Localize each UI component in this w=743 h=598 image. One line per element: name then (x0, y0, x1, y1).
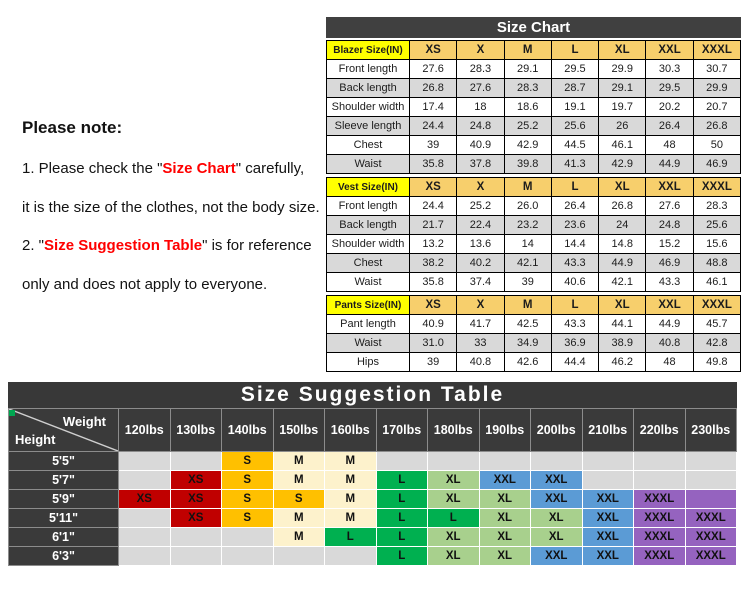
size-header-row (327, 178, 741, 197)
height-row (9, 490, 737, 509)
height-label: 5'9" (9, 490, 119, 509)
measurement-value: 25.6 (693, 216, 740, 235)
size-column-header: X (457, 296, 504, 315)
size-suggestion-cell: S (222, 509, 274, 528)
measurement-value: 33 (457, 334, 504, 353)
suggestion-table-reference: Size Suggestion Table (44, 237, 203, 255)
size-suggestion-cell: M (325, 471, 377, 490)
empty-cell (222, 528, 274, 547)
measurement-value: 21.7 (410, 216, 457, 235)
measurement-row (327, 60, 741, 79)
size-suggestion-cell: L (376, 471, 428, 490)
measurement-value: 27.6 (457, 79, 504, 98)
measurement-value: 18.6 (504, 98, 551, 117)
empty-cell (119, 452, 171, 471)
measurement-value: 37.4 (457, 273, 504, 292)
note-title: Please note: (22, 118, 123, 137)
measurement-value: 39 (410, 136, 457, 155)
size-suggestion-cell: XL (479, 509, 531, 528)
measurement-value: 24.4 (410, 117, 457, 136)
size-suggestion (8, 382, 737, 566)
measurement-value: 42.1 (599, 273, 646, 292)
size-column-header: XS (410, 178, 457, 197)
height-row (9, 452, 737, 471)
measurement-value: 48 (646, 136, 693, 155)
size-suggestion-cell: L (376, 509, 428, 528)
measurement-value: 15.6 (693, 235, 740, 254)
note-line-1-post: " carefully, (235, 160, 305, 177)
height-label: 6'1" (9, 528, 119, 547)
size-suggestion-cell: L (376, 490, 428, 509)
empty-cell (170, 547, 222, 566)
note-line-4: only and does not apply to everyone. (22, 275, 268, 293)
size-suggestion-cell: XL (479, 547, 531, 566)
size-suggestion-cell: XXXL (634, 509, 686, 528)
size-suggestion-cell: XXL (531, 471, 583, 490)
note-line-1-pre: 1. Please check the " (22, 160, 163, 177)
weight-column-header: 160lbs (325, 409, 377, 452)
empty-cell (170, 452, 222, 471)
measurement-value: 13.2 (410, 235, 457, 254)
measurement-value: 14.8 (599, 235, 646, 254)
measurement-label: Waist (327, 273, 410, 292)
empty-cell (634, 452, 686, 471)
size-suggestion-cell: XXXL (634, 528, 686, 547)
size-suggestion-cell: XXXL (634, 547, 686, 566)
empty-cell (325, 547, 377, 566)
size-column-header: XS (410, 41, 457, 60)
size-header-row (327, 41, 741, 60)
measurement-value: 41.3 (551, 155, 598, 174)
size-suggestion-cell: XL (428, 547, 480, 566)
weight-column-header: 230lbs (685, 409, 737, 452)
size-suggestion-cell: XXL (582, 509, 634, 528)
empty-cell (376, 452, 428, 471)
measurement-value: 23.2 (504, 216, 551, 235)
size-suggestion-cell: XL (428, 471, 480, 490)
measurement-label: Front length (327, 197, 410, 216)
note-line-1 (22, 150, 327, 189)
measurement-value: 22.4 (457, 216, 504, 235)
measurement-label: Waist (327, 155, 410, 174)
measurement-value: 27.6 (646, 197, 693, 216)
measurement-value: 19.1 (551, 98, 598, 117)
size-suggestion-cell: M (325, 490, 377, 509)
size-suggestion-cell: M (273, 528, 325, 547)
measurement-value: 40.9 (410, 315, 457, 334)
size-suggestion-cell: XXL (582, 490, 634, 509)
measurement-value: 34.9 (504, 334, 551, 353)
measurement-value: 42.1 (504, 254, 551, 273)
measurement-value: 40.2 (457, 254, 504, 273)
measurement-value: 43.3 (646, 273, 693, 292)
measurement-value: 39.8 (504, 155, 551, 174)
garment-label: Vest Size(IN) (327, 178, 410, 197)
measurement-value: 44.9 (599, 254, 646, 273)
size-column-header: XXL (646, 41, 693, 60)
measurement-label: Back length (327, 79, 410, 98)
size-suggestion-cell: XXXL (685, 509, 737, 528)
measurement-value: 26.4 (646, 117, 693, 136)
corner-marker-icon (9, 410, 15, 416)
height-row (9, 547, 737, 566)
size-suggestion-cell: XS (170, 490, 222, 509)
weight-column-header: 170lbs (376, 409, 428, 452)
size-suggestion-cell: XXL (531, 547, 583, 566)
size-header-row (327, 296, 741, 315)
size-suggestion-cell: S (222, 452, 274, 471)
size-column-header: XL (599, 41, 646, 60)
size-suggestion-cell: XL (428, 490, 480, 509)
size-suggestion-cell: M (273, 509, 325, 528)
weight-column-header: 140lbs (222, 409, 274, 452)
measurement-value: 26 (599, 117, 646, 136)
weight-column-header: 150lbs (273, 409, 325, 452)
measurement-value: 28.3 (693, 197, 740, 216)
measurement-label: Chest (327, 254, 410, 273)
size-column-header: XXL (646, 296, 693, 315)
size-chart-section-table (326, 40, 741, 174)
measurement-value: 24 (599, 216, 646, 235)
measurement-value: 42.6 (504, 353, 551, 372)
note-line-3 (22, 227, 327, 266)
measurement-value: 40.8 (646, 334, 693, 353)
empty-cell (582, 471, 634, 490)
measurement-value: 40.9 (457, 136, 504, 155)
size-suggestion-cell: M (273, 452, 325, 471)
measurement-value: 49.8 (693, 353, 740, 372)
measurement-value: 40.8 (457, 353, 504, 372)
measurement-value: 17.4 (410, 98, 457, 117)
measurement-row (327, 235, 741, 254)
measurement-value: 26.4 (551, 197, 598, 216)
size-suggestion-cell: XL (479, 490, 531, 509)
size-suggestion-cell: XS (119, 490, 171, 509)
height-row (9, 471, 737, 490)
measurement-value: 39 (504, 273, 551, 292)
size-chart-section-table (326, 295, 741, 372)
size-suggestion-cell: S (222, 471, 274, 490)
measurement-row (327, 98, 741, 117)
measurement-value: 42.8 (693, 334, 740, 353)
size-column-header: L (551, 296, 598, 315)
measurement-value: 36.9 (551, 334, 598, 353)
size-column-header: XXXL (693, 178, 740, 197)
size-suggestion-cell: XXL (582, 528, 634, 547)
suggestion-header-row (9, 409, 737, 452)
empty-cell (119, 528, 171, 547)
measurement-label: Back length (327, 216, 410, 235)
measurement-value: 35.8 (410, 273, 457, 292)
empty-cell (119, 509, 171, 528)
measurement-value: 18 (457, 98, 504, 117)
note-line-3-post: " is for reference (202, 237, 312, 255)
measurement-row (327, 216, 741, 235)
measurement-row (327, 136, 741, 155)
size-column-header: X (457, 178, 504, 197)
empty-cell (582, 452, 634, 471)
measurement-value: 15.2 (646, 235, 693, 254)
empty-cell (119, 471, 171, 490)
measurement-value: 25.2 (504, 117, 551, 136)
empty-cell (531, 452, 583, 471)
size-suggestion-cell: XL (428, 528, 480, 547)
empty-cell (170, 528, 222, 547)
measurement-value: 28.3 (504, 79, 551, 98)
measurement-value: 29.9 (599, 60, 646, 79)
size-chart-sections (326, 40, 741, 372)
measurement-value: 26.0 (504, 197, 551, 216)
height-label: 5'11" (9, 509, 119, 528)
size-suggestion-cell: XXL (479, 471, 531, 490)
measurement-value: 42.5 (504, 315, 551, 334)
measurement-value: 29.9 (693, 79, 740, 98)
measurement-value: 28.3 (457, 60, 504, 79)
weight-column-header: 130lbs (170, 409, 222, 452)
measurement-value: 26.8 (599, 197, 646, 216)
empty-cell (119, 547, 171, 566)
measurement-value: 46.1 (693, 273, 740, 292)
empty-cell (428, 452, 480, 471)
weight-column-header: 180lbs (428, 409, 480, 452)
size-chart-title: Size Chart (326, 17, 741, 38)
measurement-value: 14 (504, 235, 551, 254)
measurement-value: 26.8 (693, 117, 740, 136)
size-suggestion-cell: L (376, 528, 428, 547)
note-line-2: it is the size of the clothes, not the body size. (22, 198, 320, 216)
measurement-value: 37.8 (457, 155, 504, 174)
empty-cell (479, 452, 531, 471)
size-column-header: L (551, 178, 598, 197)
empty-cell (685, 471, 737, 490)
measurement-value: 24.4 (410, 197, 457, 216)
measurement-value: 30.7 (693, 60, 740, 79)
measurement-value: 19.7 (599, 98, 646, 117)
measurement-value: 24.8 (646, 216, 693, 235)
measurement-row (327, 197, 741, 216)
size-column-header: M (504, 178, 551, 197)
size-suggestion-cell: L (325, 528, 377, 547)
measurement-row (327, 315, 741, 334)
size-chart-section-table (326, 177, 741, 292)
weight-column-header: 190lbs (479, 409, 531, 452)
measurement-value: 29.1 (504, 60, 551, 79)
size-suggestion-cell: L (376, 547, 428, 566)
size-suggestion-cell: XL (531, 528, 583, 547)
measurement-row (327, 155, 741, 174)
size-suggestion-cell: XXL (531, 490, 583, 509)
measurement-value: 42.9 (504, 136, 551, 155)
size-suggestion-cell: XXXL (685, 528, 737, 547)
size-column-header: XL (599, 178, 646, 197)
measurement-value: 48 (646, 353, 693, 372)
measurement-value: 30.3 (646, 60, 693, 79)
measurement-value: 28.7 (551, 79, 598, 98)
weight-column-header: 120lbs (119, 409, 171, 452)
measurement-value: 20.2 (646, 98, 693, 117)
weight-height-corner-cell (9, 409, 119, 452)
weight-column-header: 210lbs (582, 409, 634, 452)
size-column-header: XXXL (693, 296, 740, 315)
measurement-row (327, 79, 741, 98)
measurement-row (327, 273, 741, 292)
measurement-value: 13.6 (457, 235, 504, 254)
measurement-value: 35.8 (410, 155, 457, 174)
note-block (22, 118, 327, 304)
size-chart (326, 17, 741, 372)
size-suggestion-cell: XXXL (685, 547, 737, 566)
size-column-header: X (457, 41, 504, 60)
size-column-header: L (551, 41, 598, 60)
measurement-row (327, 334, 741, 353)
measurement-value: 29.5 (646, 79, 693, 98)
size-suggestion-cell: XXL (582, 547, 634, 566)
height-row (9, 509, 737, 528)
measurement-value: 27.6 (410, 60, 457, 79)
height-label: 6'3" (9, 547, 119, 566)
height-label: 5'7" (9, 471, 119, 490)
empty-cell (685, 490, 737, 509)
empty-cell (634, 471, 686, 490)
measurement-row (327, 117, 741, 136)
size-suggestion-cell: XL (531, 509, 583, 528)
measurement-value: 45.7 (693, 315, 740, 334)
measurement-value: 25.2 (457, 197, 504, 216)
size-suggestion-cell: XXXL (634, 490, 686, 509)
measurement-value: 43.3 (551, 254, 598, 273)
measurement-value: 31.0 (410, 334, 457, 353)
measurement-value: 46.1 (599, 136, 646, 155)
measurement-label: Shoulder width (327, 98, 410, 117)
size-suggestion-cell: M (273, 471, 325, 490)
garment-label: Blazer Size(IN) (327, 41, 410, 60)
size-chart-reference: Size Chart (162, 160, 236, 177)
measurement-value: 44.5 (551, 136, 598, 155)
size-column-header: XXL (646, 178, 693, 197)
measurement-value: 29.1 (599, 79, 646, 98)
size-suggestion-cell: S (222, 490, 274, 509)
measurement-value: 44.9 (646, 315, 693, 334)
measurement-value: 46.9 (693, 155, 740, 174)
empty-cell (273, 547, 325, 566)
size-suggestion-cell: L (428, 509, 480, 528)
size-suggestion-cell: XS (170, 509, 222, 528)
size-suggestion-cell: M (325, 509, 377, 528)
measurement-label: Pant length (327, 315, 410, 334)
weight-column-header: 200lbs (531, 409, 583, 452)
empty-cell (685, 452, 737, 471)
measurement-value: 44.9 (646, 155, 693, 174)
size-column-header: XL (599, 296, 646, 315)
note-line-3-pre: 2. " (22, 237, 45, 255)
measurement-row (327, 254, 741, 273)
size-suggestion-cell: M (325, 452, 377, 471)
measurement-value: 29.5 (551, 60, 598, 79)
measurement-label: Sleeve length (327, 117, 410, 136)
garment-label: Pants Size(IN) (327, 296, 410, 315)
measurement-value: 44.4 (551, 353, 598, 372)
measurement-value: 42.9 (599, 155, 646, 174)
empty-cell (222, 547, 274, 566)
size-suggestion-cell: XS (170, 471, 222, 490)
measurement-value: 46.2 (599, 353, 646, 372)
measurement-label: Front length (327, 60, 410, 79)
measurement-value: 24.8 (457, 117, 504, 136)
size-column-header: XXXL (693, 41, 740, 60)
corner-height-label: Height (15, 432, 56, 447)
size-column-header: M (504, 296, 551, 315)
measurement-value: 20.7 (693, 98, 740, 117)
measurement-value: 41.7 (457, 315, 504, 334)
measurement-value: 40.6 (551, 273, 598, 292)
size-suggestion-title: Size Suggestion Table (8, 382, 737, 408)
size-suggestion-cell: S (273, 490, 325, 509)
size-column-header: M (504, 41, 551, 60)
measurement-value: 39 (410, 353, 457, 372)
measurement-value: 38.2 (410, 254, 457, 273)
suggestion-grid (8, 408, 737, 566)
corner-weight-label: Weight (62, 414, 106, 429)
measurement-value: 23.6 (551, 216, 598, 235)
measurement-label: Chest (327, 136, 410, 155)
measurement-value: 14.4 (551, 235, 598, 254)
measurement-value: 26.8 (410, 79, 457, 98)
measurement-value: 50 (693, 136, 740, 155)
measurement-label: Waist (327, 334, 410, 353)
height-label: 5'5" (9, 452, 119, 471)
measurement-value: 25.6 (551, 117, 598, 136)
measurement-value: 38.9 (599, 334, 646, 353)
measurement-value: 43.3 (551, 315, 598, 334)
measurement-value: 48.8 (693, 254, 740, 273)
size-suggestion-cell: XL (479, 528, 531, 547)
height-row (9, 528, 737, 547)
measurement-label: Hips (327, 353, 410, 372)
size-column-header: XS (410, 296, 457, 315)
measurement-row (327, 353, 741, 372)
measurement-value: 46.9 (646, 254, 693, 273)
weight-column-header: 220lbs (634, 409, 686, 452)
measurement-label: Shoulder width (327, 235, 410, 254)
measurement-value: 44.1 (599, 315, 646, 334)
